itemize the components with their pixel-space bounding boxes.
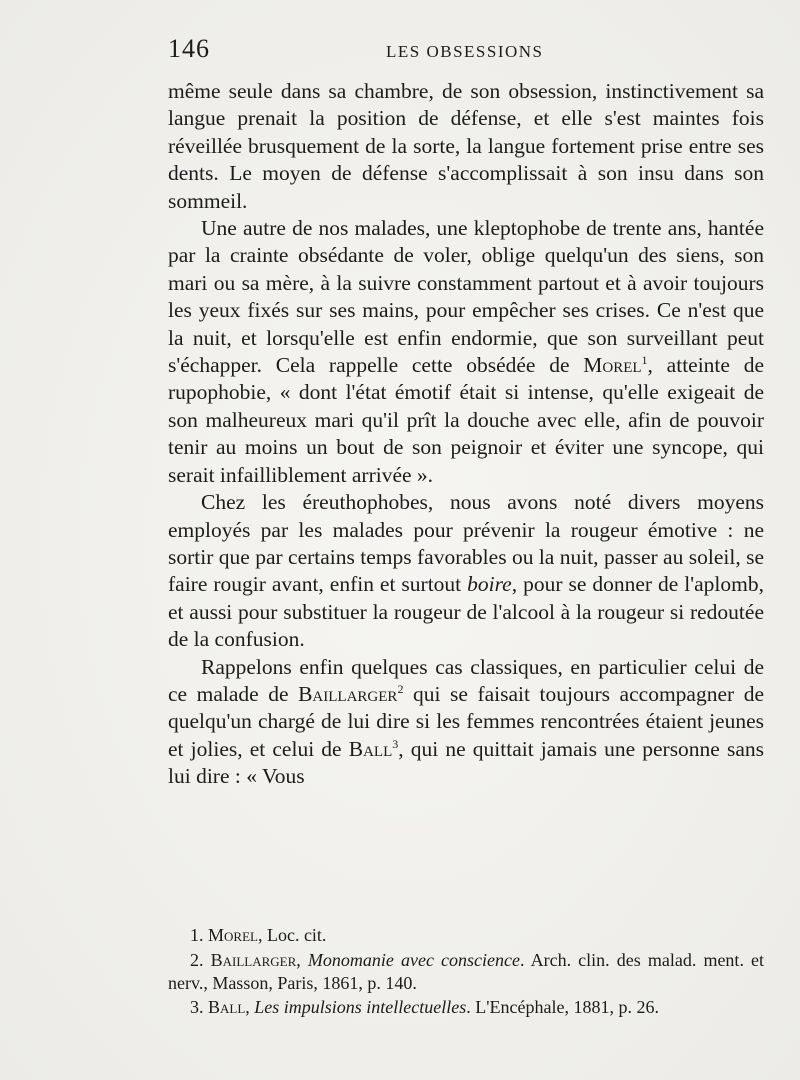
footnote-2-author: Baillarger bbox=[210, 949, 297, 970]
footnote-3-text: . L'Encéphale, 1881, p. 26. bbox=[466, 996, 659, 1017]
paragraph-1 bbox=[168, 78, 764, 215]
paragraph-3 bbox=[168, 489, 764, 653]
paragraph-4-text-b: qui se faisait toujours accompagner de quelqu'un chargé de lui dire si les femmes rencontrées étaient jeunes et jolies, et celui de bbox=[168, 681, 764, 761]
footnote-2 bbox=[168, 949, 764, 996]
paragraph-1-text: même seule dans sa chambre, de son obsession, instinctivement sa langue prenait la position de défense, et elle s'est maintes fois réveillée brusquement de la sorte, la langue fortement prise entre ses dents. Le moyen de défense s'accomplissait à son insu dans son sommeil. bbox=[168, 79, 764, 213]
footnote-3 bbox=[168, 996, 764, 1020]
footnote-3-title: Les impulsions intellectuelles bbox=[254, 996, 467, 1017]
footnote-1-text: , Loc. cit. bbox=[257, 925, 327, 945]
footnote-1-number: 1. bbox=[190, 925, 204, 945]
paragraph-2-text-b: , atteinte de rupophobie, « dont l'état émotif était si intense, qu'elle exigeait de son malheureux mari qu'il prît la douche avec elle, afin de pouvoir tenir au moins un bout de son peignoir et éviter une syncope, qui serait infailliblement arrivée ». bbox=[168, 353, 764, 487]
footnote-2-title: Monomanie avec conscience bbox=[307, 949, 520, 970]
paragraph-3-text-a: Chez les éreuthophobes, nous avons noté divers moyens employés par les malades pour prévenir la rougeur émotive : ne sortir que par certains temps favorables ou la nuit, passer au soleil, se faire rougir avant, enfin et surtout bbox=[168, 490, 764, 597]
paragraph-4-text-c: , qui ne quittait jamais une personne sans lui dire : « Vous bbox=[168, 736, 765, 789]
footnote-3-separator: , bbox=[245, 996, 255, 1017]
footnote-ref-3: 3 bbox=[392, 736, 399, 751]
footnote-ref-1: 1 bbox=[641, 352, 648, 367]
footnote-2-number: 2. bbox=[190, 949, 204, 970]
author-morel: Morel bbox=[583, 353, 642, 378]
running-title: LES OBSESSIONS bbox=[386, 42, 544, 61]
page-number: 146 bbox=[168, 34, 210, 63]
footnote-1-author: Morel bbox=[208, 925, 258, 945]
footnotes bbox=[168, 924, 764, 1019]
footnote-2-text: . Arch. clin. des malad. ment. et nerv., Masson, Paris, 1861, p. 140. bbox=[168, 949, 765, 993]
paragraph-4 bbox=[168, 654, 764, 791]
main-text bbox=[168, 78, 764, 791]
footnote-2-separator: , bbox=[296, 949, 308, 970]
footnote-ref-2: 2 bbox=[397, 681, 404, 696]
emphasis-boire: boire bbox=[467, 572, 512, 597]
paragraph-3-text-b: , pour se donner de l'aplomb, et aussi pour substituer la rougeur de l'alcool à la rougeur si redoutée de la confusion. bbox=[168, 572, 764, 652]
author-ball: Ball bbox=[348, 736, 393, 761]
paragraph-2-text-a: Une autre de nos malades, une kleptophobe de trente ans, hantée par la crainte obsédante de voler, oblige quelqu'un des siens, son mari ou sa mère, à la suivre constamment partout et à avoir toujours les yeux fixés sur ses mains, pour empêcher ses crises. Ce n'est que la nuit, et lorsqu'elle est enfin endormie, que son surveillant peut s'échapper. Cela rappelle cette obsédée de bbox=[168, 216, 764, 378]
footnote-3-author: Ball bbox=[208, 996, 246, 1017]
page-header bbox=[168, 34, 768, 74]
footnote-1 bbox=[168, 924, 764, 948]
footnote-3-number: 3. bbox=[190, 996, 204, 1017]
paragraph-2 bbox=[168, 215, 764, 489]
author-baillarger: Baillarger bbox=[298, 681, 398, 706]
paragraph-4-text-a: Rappelons enfin quelques cas classiques, en particulier celui de ce malade de bbox=[168, 654, 764, 706]
